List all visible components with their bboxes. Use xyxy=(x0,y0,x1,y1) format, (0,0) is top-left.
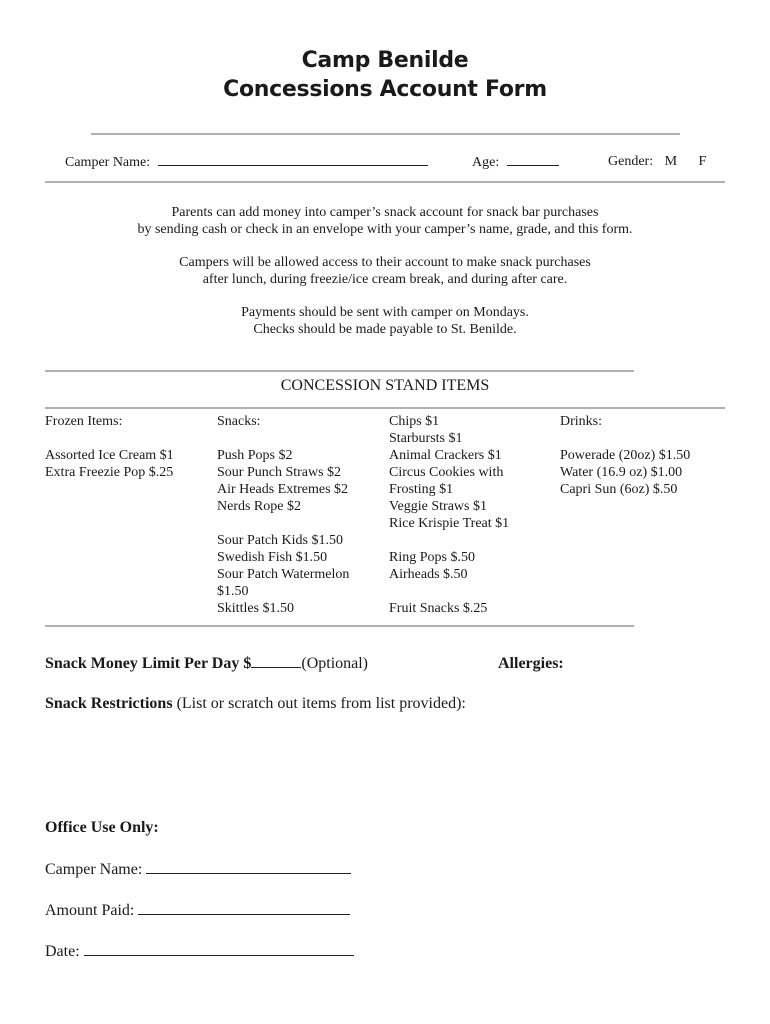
snack-restrictions-note: (List or scratch out items from list provided): xyxy=(176,695,466,712)
snacks-column xyxy=(217,413,349,617)
list-item: Push Pops $2 xyxy=(217,448,293,463)
office-date-label: Date: xyxy=(45,943,80,960)
list-item: Starbursts $1 xyxy=(389,431,463,446)
list-item: Assorted Ice Cream $1 xyxy=(45,448,174,463)
list-item: Extra Freezie Pop $.25 xyxy=(45,465,174,480)
more-snacks-column xyxy=(389,413,509,617)
age-blank[interactable] xyxy=(507,153,559,166)
list-item: $1.50 xyxy=(217,584,249,599)
form-title xyxy=(0,46,770,104)
instructions-p2-line1: Campers will be allowed access to their account to make snack purchases xyxy=(179,255,591,270)
office-date-blank[interactable] xyxy=(84,942,354,956)
gender-m-option[interactable]: M xyxy=(664,154,678,169)
list-item: Circus Cookies with xyxy=(389,465,504,480)
list-item: Ring Pops $.50 xyxy=(389,550,475,565)
form-title-line2: Concessions Account Form xyxy=(223,77,547,102)
instructions-paragraph-2 xyxy=(0,254,770,288)
list-item: Nerds Rope $2 xyxy=(217,499,301,514)
list-item xyxy=(45,430,174,447)
drinks-column xyxy=(560,413,690,498)
office-camper-name-field[interactable] xyxy=(45,860,351,880)
office-camper-name-blank[interactable] xyxy=(146,860,351,874)
instructions-p3-line2: Checks should be made payable to St. Benilde. xyxy=(253,322,517,337)
age-field[interactable] xyxy=(472,153,559,171)
money-limit-label: Snack Money Limit Per Day $ xyxy=(45,655,252,672)
list-item: Airheads $.50 xyxy=(389,567,468,582)
list-item: Fruit Snacks $.25 xyxy=(389,601,488,616)
camper-name-label: Camper Name: xyxy=(65,155,151,170)
snack-restrictions-label: Snack Restrictions xyxy=(45,695,173,712)
list-item: Sour Patch Watermelon xyxy=(217,567,350,582)
gender-f-option[interactable]: F xyxy=(698,154,707,169)
list-item: Veggie Straws $1 xyxy=(389,499,487,514)
office-camper-name-label: Camper Name: xyxy=(45,861,143,878)
instructions-p1-line2: by sending cash or check in an envelope with your camper’s name, grade, and this form. xyxy=(137,222,633,237)
list-item xyxy=(389,532,509,549)
instructions-p1-line1: Parents can add money into camper’s snack account for snack bar purchases xyxy=(171,205,599,220)
list-item: Air Heads Extremes $2 xyxy=(217,482,349,497)
instructions-p2-line2: after lunch, during freezie/ice cream break, and during after care. xyxy=(202,272,568,287)
camper-name-field[interactable] xyxy=(65,153,428,171)
items-heading: CONCESSION STAND ITEMS xyxy=(280,377,490,394)
instructions-paragraph-1 xyxy=(0,204,770,238)
instructions-p3-line1: Payments should be sent with camper on Mondays. xyxy=(241,305,529,320)
list-item: Rice Krispie Treat $1 xyxy=(389,516,510,531)
list-item: Powerade (20oz) $1.50 xyxy=(560,448,691,463)
divider-camper-info xyxy=(45,181,725,183)
list-item xyxy=(560,430,690,447)
snacks-header: Snacks: xyxy=(217,414,261,429)
list-item xyxy=(389,583,509,600)
list-item: Skittles $1.50 xyxy=(217,601,295,616)
money-limit-blank[interactable] xyxy=(251,654,301,668)
list-item: Animal Crackers $1 xyxy=(389,448,502,463)
list-item: Swedish Fish $1.50 xyxy=(217,550,328,565)
money-limit-optional: (Optional) xyxy=(301,655,369,672)
list-item: Chips $1 xyxy=(389,414,440,429)
frozen-items-column xyxy=(45,413,174,481)
office-amount-paid-blank[interactable] xyxy=(138,901,350,915)
instructions-paragraph-3 xyxy=(0,304,770,338)
divider-items-bottom xyxy=(45,625,634,627)
drinks-header: Drinks: xyxy=(560,414,602,429)
form-title-line1: Camp Benilde xyxy=(301,48,469,73)
divider-items-heading xyxy=(45,407,725,409)
divider-items-top xyxy=(45,370,634,372)
allergies-label: Allergies: xyxy=(498,655,564,672)
gender-label: Gender: xyxy=(608,154,654,169)
list-item: Capri Sun (6oz) $.50 xyxy=(560,482,678,497)
age-label: Age: xyxy=(472,155,500,170)
office-use-heading: Office Use Only: xyxy=(45,819,159,836)
gender-field[interactable] xyxy=(608,153,706,170)
list-item: Sour Punch Straws $2 xyxy=(217,465,342,480)
list-item xyxy=(217,515,349,532)
list-item: Frosting $1 xyxy=(389,482,454,497)
list-item xyxy=(217,430,349,447)
office-amount-paid-label: Amount Paid: xyxy=(45,902,135,919)
office-date-field[interactable] xyxy=(45,942,354,962)
snack-restrictions-field[interactable] xyxy=(45,694,466,714)
divider-top xyxy=(91,133,680,135)
money-limit-field[interactable] xyxy=(45,654,368,674)
office-amount-paid-field[interactable] xyxy=(45,901,350,921)
list-item: Sour Patch Kids $1.50 xyxy=(217,533,343,548)
list-item: Water (16.9 oz) $1.00 xyxy=(560,465,683,480)
frozen-items-header: Frozen Items: xyxy=(45,414,123,429)
camper-name-blank[interactable] xyxy=(158,153,428,166)
